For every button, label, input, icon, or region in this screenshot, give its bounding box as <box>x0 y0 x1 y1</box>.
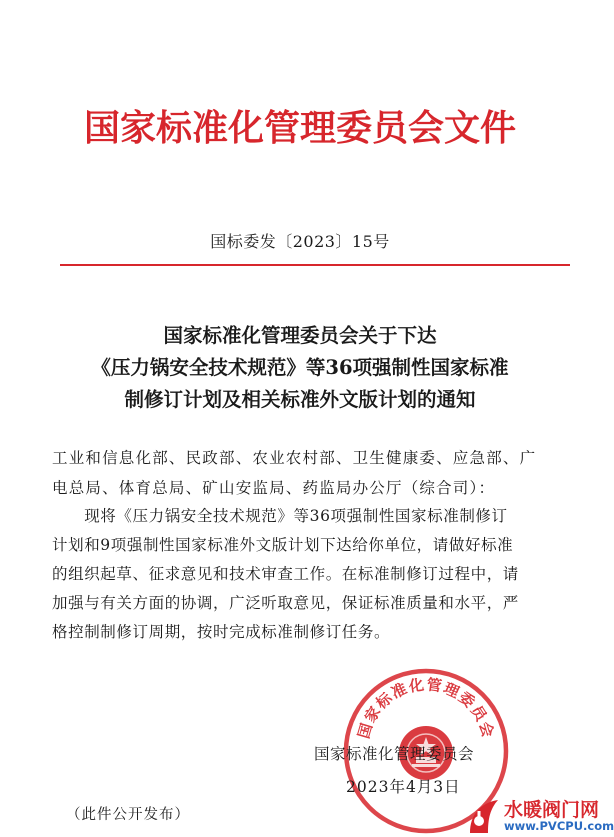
document-number: 国标委发〔2023〕15号 <box>210 232 390 251</box>
valve-logo-icon <box>466 797 502 835</box>
issue-date: 2023年4月3日 <box>346 778 461 796</box>
site-watermark <box>466 795 614 837</box>
body-line: 的组织起草、征求意见和技术审查工作。在标准制修订过程中，请 <box>52 565 519 583</box>
recipients <box>52 443 560 503</box>
recipients-line: 电总局、体育总局、矿山安监局、药监局办公厅（综合司）： <box>52 479 496 497</box>
body-line: 加强与有关方面的协调，广泛听取意见，保证标准质量和水平，严 <box>52 594 519 612</box>
document-header-title: 国家标准化管理委员会文件 <box>83 108 516 149</box>
notice-title-line: 《压力锅安全技术规范》等36项强制性国家标准 <box>91 356 509 379</box>
watermark-site-name: 水暖阀门网 <box>504 799 600 821</box>
svg-text:国家标准化管理委员会: 国家标准化管理委员会 <box>354 675 498 741</box>
issuer-name: 国家标准化管理委员会 <box>314 745 475 763</box>
recipients-line: 工业和信息化部、民政部、农业农村部、卫生健康委、应急部、广 <box>52 449 537 467</box>
publication-note: （此件公开发布） <box>66 807 190 823</box>
notice-title-line: 国家标准化管理委员会关于下达 <box>163 324 437 347</box>
notice-title-line: 制修订计划及相关标准外文版计划的通知 <box>124 388 476 411</box>
red-divider-line <box>60 264 570 266</box>
body-line: 现将《压力锅安全技术规范》等36项强制性国家标准制修订 <box>52 507 508 525</box>
body-line: 计划和9项强制性国家标准外文版计划下达给你单位，请做好标准 <box>52 536 514 554</box>
body-paragraph <box>52 502 560 647</box>
watermark-site-url: www.PVCPU.com <box>504 819 614 833</box>
notice-title <box>0 320 600 416</box>
body-line: 格控制制修订周期，按时完成标准制修订任务。 <box>52 623 391 641</box>
